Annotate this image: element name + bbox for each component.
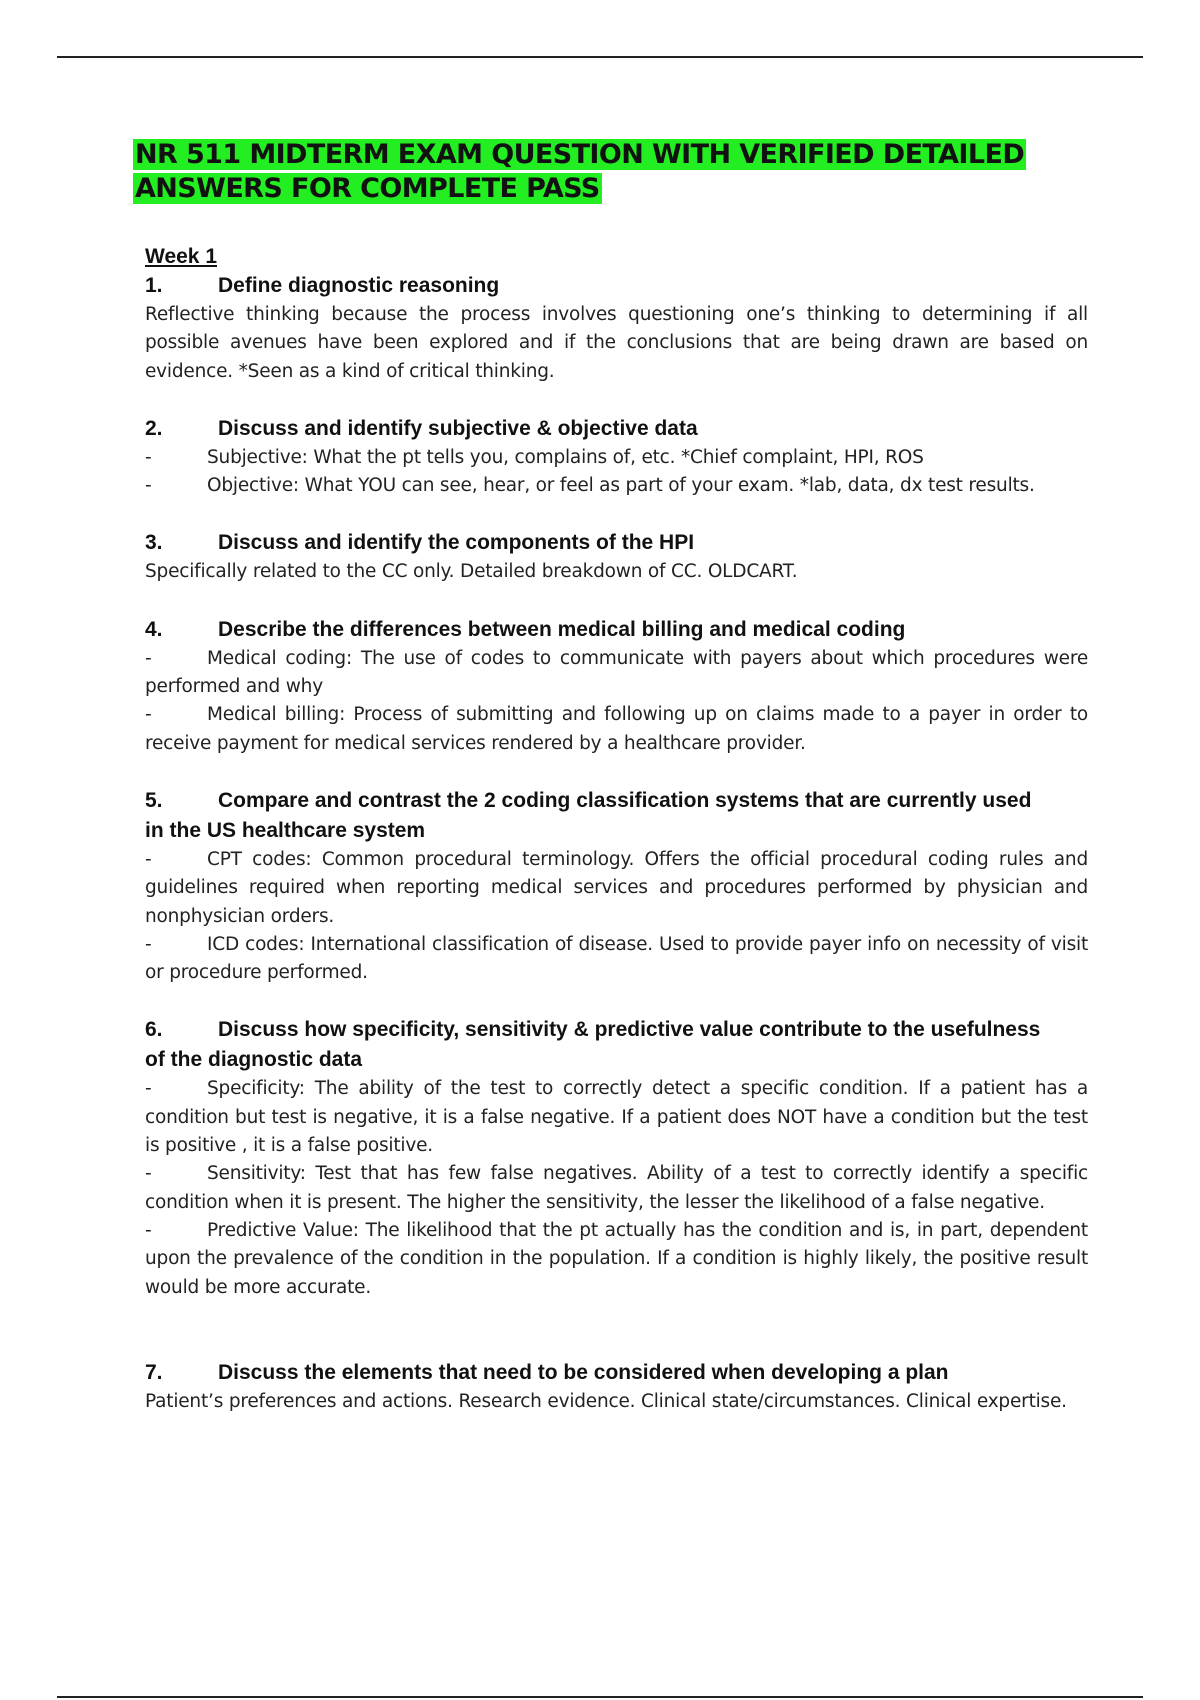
answer-bullet — [145, 701, 1088, 758]
answer-text: Specifically related to the CC only. Detailed breakdown of CC. OLDCART. — [145, 561, 798, 583]
answer-text: Reflective thinking because the process involves questioning one’s thinking to determining if all possible avenues have been explored and if the conclusions that are being drawn are based on evidence. *Seen as a kind of critical thinking. — [145, 304, 1088, 382]
bullet-dash: - — [145, 704, 152, 726]
answer-bullet — [145, 444, 1088, 472]
question-4 — [145, 615, 1088, 758]
bullet-text: Medical billing: Process of submitting and following up on claims made to a payer in order to receive payment for medical services rendered by a healthcare provider. — [145, 704, 1088, 754]
question-text: Describe the differences between medical billing and medical coding — [218, 617, 906, 641]
bullet-text: CPT codes: Common procedural terminology. Offers the official procedural coding rules and guidelines required when reporting medical services and procedures performed by physician and nonphysician orders. — [145, 848, 1088, 927]
bottom-divider — [57, 1696, 1143, 1698]
bullet-text: Subjective: What the pt tells you, complains of, etc. *Chief complaint, HPI, ROS — [207, 446, 924, 468]
bullet-text: Predictive Value: The likelihood that the pt actually has the condition and is, in part, dependent upon the prevalence of the condition in the population. If a condition is highly likely, the positive result would be more accurate. — [145, 1219, 1088, 1298]
bullet-dash: - — [145, 1219, 152, 1241]
bullet-text: Specificity: The ability of the test to correctly detect a specific condition. If a patient has a condition but test is negative, it is a false negative. If a patient does NOT have a condition but the test is positive , it is a false positive. — [145, 1078, 1088, 1157]
question-number: 7. — [145, 1360, 163, 1384]
question-heading — [145, 528, 1088, 558]
question-heading — [145, 1015, 1088, 1045]
question-5 — [145, 786, 1088, 987]
title-line-2: ANSWERS FOR COMPLETE PASS — [135, 173, 600, 204]
document-title — [133, 138, 1073, 206]
bullet-dash: - — [145, 933, 152, 955]
bullet-text: Sensitivity: Test that has few false negatives. Ability of a test to correctly identify a specific condition when it is present. The higher the sensitivity, the lesser the likelihood of a false negative. — [145, 1163, 1088, 1213]
bullet-text: Objective: What YOU can see, hear, or feel as part of your exam. *lab, data, dx test results. — [207, 475, 1035, 497]
question-heading — [145, 786, 1088, 816]
answer-bullet — [145, 1217, 1088, 1302]
bullet-dash: - — [145, 475, 152, 497]
bullet-dash: - — [145, 1163, 152, 1185]
title-line-1: NR 511 MIDTERM EXAM QUESTION WITH VERIFIED DETAILED — [135, 139, 1025, 170]
question-6 — [145, 1015, 1088, 1301]
question-3 — [145, 528, 1088, 586]
answer-bullet — [145, 472, 1088, 500]
question-text: Discuss how specificity, sensitivity & predictive value contribute to the usefulness — [218, 1018, 1041, 1042]
answer-bullet — [145, 1075, 1088, 1160]
answer-bullet — [145, 846, 1088, 931]
question-text-continued: in the US healthcare system — [145, 818, 426, 842]
answer-text: Patient’s preferences and actions. Research evidence. Clinical state/circumstances. Clinical expertise. — [145, 1390, 1067, 1412]
bullet-text: ICD codes: International classification of disease. Used to provide payer info on necessity of visit or procedure performed. — [145, 933, 1088, 984]
bullet-text: Medical coding: The use of codes to communicate with payers about which procedures were performed and why — [145, 647, 1088, 698]
week-heading: Week 1 — [145, 245, 217, 268]
document-body — [145, 243, 1088, 1416]
question-text: Define diagnostic reasoning — [218, 274, 500, 297]
bullet-dash: - — [145, 647, 152, 669]
question-heading — [145, 271, 1088, 301]
question-heading — [145, 615, 1088, 645]
question-number: 3. — [145, 531, 163, 555]
question-number: 4. — [145, 617, 163, 641]
bullet-dash: - — [145, 1078, 152, 1100]
question-heading — [145, 1358, 1088, 1388]
question-text: Discuss the elements that need to be considered when developing a plan — [218, 1360, 949, 1384]
question-number: 2. — [145, 416, 163, 440]
question-heading — [145, 414, 1088, 444]
question-text: Discuss and identify subjective & objective data — [218, 416, 698, 440]
question-text: Compare and contrast the 2 coding classification systems that are currently used — [218, 788, 1032, 812]
question-text: Discuss and identify the components of the HPI — [218, 531, 695, 555]
top-divider — [57, 56, 1143, 58]
question-number: 1. — [145, 274, 163, 297]
bullet-dash: - — [145, 848, 152, 870]
bullet-dash: - — [145, 446, 152, 468]
question-number: 5. — [145, 788, 163, 812]
answer-bullet — [145, 645, 1088, 702]
question-1 — [145, 271, 1088, 386]
question-7 — [145, 1358, 1088, 1416]
question-text-continued: of the diagnostic data — [145, 1048, 363, 1072]
answer-bullet — [145, 931, 1088, 988]
question-number: 6. — [145, 1018, 163, 1042]
question-2 — [145, 414, 1088, 501]
answer-bullet — [145, 1160, 1088, 1217]
